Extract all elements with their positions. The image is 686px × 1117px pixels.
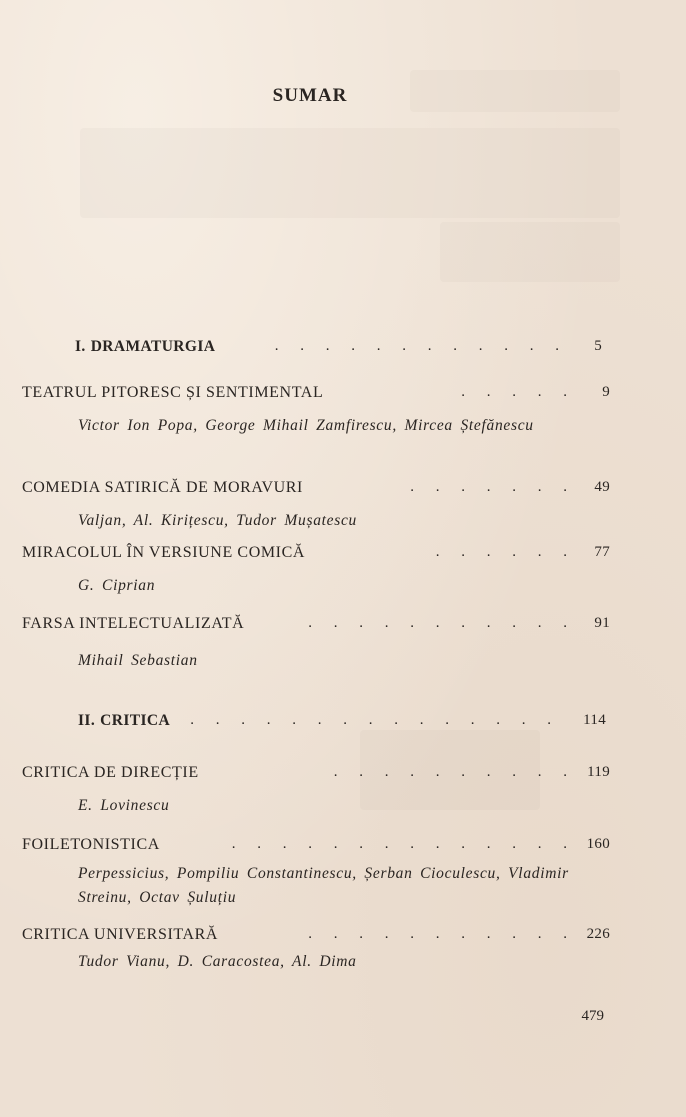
- page-number: 9: [602, 384, 610, 400]
- page-number: 91: [594, 615, 610, 631]
- part-number: I.: [75, 338, 86, 355]
- chapter-authors: Tudor Vianu, D. Caracostea, Al. Dima: [78, 953, 357, 970]
- toc-part-2: [78, 712, 606, 734]
- chapter-authors: G. Ciprian: [78, 577, 156, 594]
- toc-entry-critica-de-directie: [22, 764, 610, 818]
- toc-part-1: [75, 338, 602, 360]
- show-through-block-2: [80, 128, 620, 218]
- chapter-title: TEATRUL PITORESC ȘI SENTIMENTAL: [22, 384, 324, 401]
- toc-row: [22, 479, 610, 501]
- chapter-authors: Valjan, Al. Kirițescu, Tudor Mușatescu: [78, 512, 358, 529]
- toc-entry-miracolul: [22, 544, 610, 598]
- toc-entry-comedia-satirica: [22, 479, 610, 533]
- chapter-authors: Victor Ion Popa, George Mihail Zamfirescu, Mircea Ștefănescu: [78, 417, 534, 434]
- dot-leader: . . . . .: [461, 384, 576, 400]
- part-title: DRAMATURGIA: [90, 338, 216, 355]
- page-number: 226: [586, 926, 610, 942]
- chapter-title: FARSA INTELECTUALIZATĂ: [22, 615, 245, 632]
- page-number: 160: [586, 836, 610, 852]
- toc-entry-farsa: [22, 615, 610, 673]
- page-number: 119: [587, 764, 610, 780]
- toc-row: [22, 544, 610, 566]
- part-heading: [75, 338, 215, 356]
- dot-leader: . . . . . . . . . . . . . . .: [190, 712, 560, 728]
- page-number: 114: [583, 712, 606, 728]
- page-number: 49: [594, 479, 610, 495]
- toc-row: [22, 926, 610, 948]
- part-number: II.: [78, 712, 96, 729]
- dot-leader: . . . . . . .: [410, 479, 576, 495]
- part-title: CRITICA: [100, 712, 171, 729]
- page-number: 77: [594, 544, 610, 560]
- dot-leader: . . . . . . . . . . .: [308, 926, 576, 942]
- chapter-authors: Mihail Sebastian: [78, 652, 198, 669]
- folio-page-number: 479: [581, 1008, 604, 1024]
- page-number: 5: [594, 338, 602, 354]
- chapter-title: CRITICA UNIVERSITARĂ: [22, 926, 219, 943]
- toc-entry-foiletonistica: [22, 836, 610, 910]
- dot-leader: . . . . . . . . . . . .: [274, 338, 568, 354]
- chapter-authors: E. Lovinescu: [78, 797, 170, 814]
- chapter-title: MIRACOLUL ÎN VERSIUNE COMICĂ: [22, 544, 306, 561]
- toc-row: [22, 384, 610, 406]
- chapter-title: CRITICA DE DIRECȚIE: [22, 764, 199, 781]
- toc-row: [22, 764, 610, 786]
- dot-leader: . . . . . .: [435, 544, 576, 560]
- chapter-title: COMEDIA SATIRICĂ DE MORAVURI: [22, 479, 303, 496]
- dot-leader: . . . . . . . . . . .: [308, 615, 576, 631]
- chapter-title: FOILETONISTICA: [22, 836, 160, 853]
- toc-row: [22, 836, 610, 858]
- dot-leader: . . . . . . . . . . . . . .: [231, 836, 576, 852]
- toc-row: [75, 338, 602, 360]
- toc-row: [78, 712, 606, 734]
- show-through-block-3: [440, 222, 620, 282]
- part-heading: [78, 712, 170, 730]
- toc-entry-critica-universitara: [22, 926, 610, 974]
- toc-entry-teatrul-pitoresc: [22, 384, 610, 438]
- toc-row: [22, 615, 610, 637]
- page-title: SUMAR: [272, 84, 348, 106]
- chapter-authors: Perpessicius, Pompiliu Constantinescu, Șerban Cioculescu, Vladimir Streinu, Octav Șuluțiu: [78, 865, 569, 906]
- dot-leader: . . . . . . . . . .: [333, 764, 576, 780]
